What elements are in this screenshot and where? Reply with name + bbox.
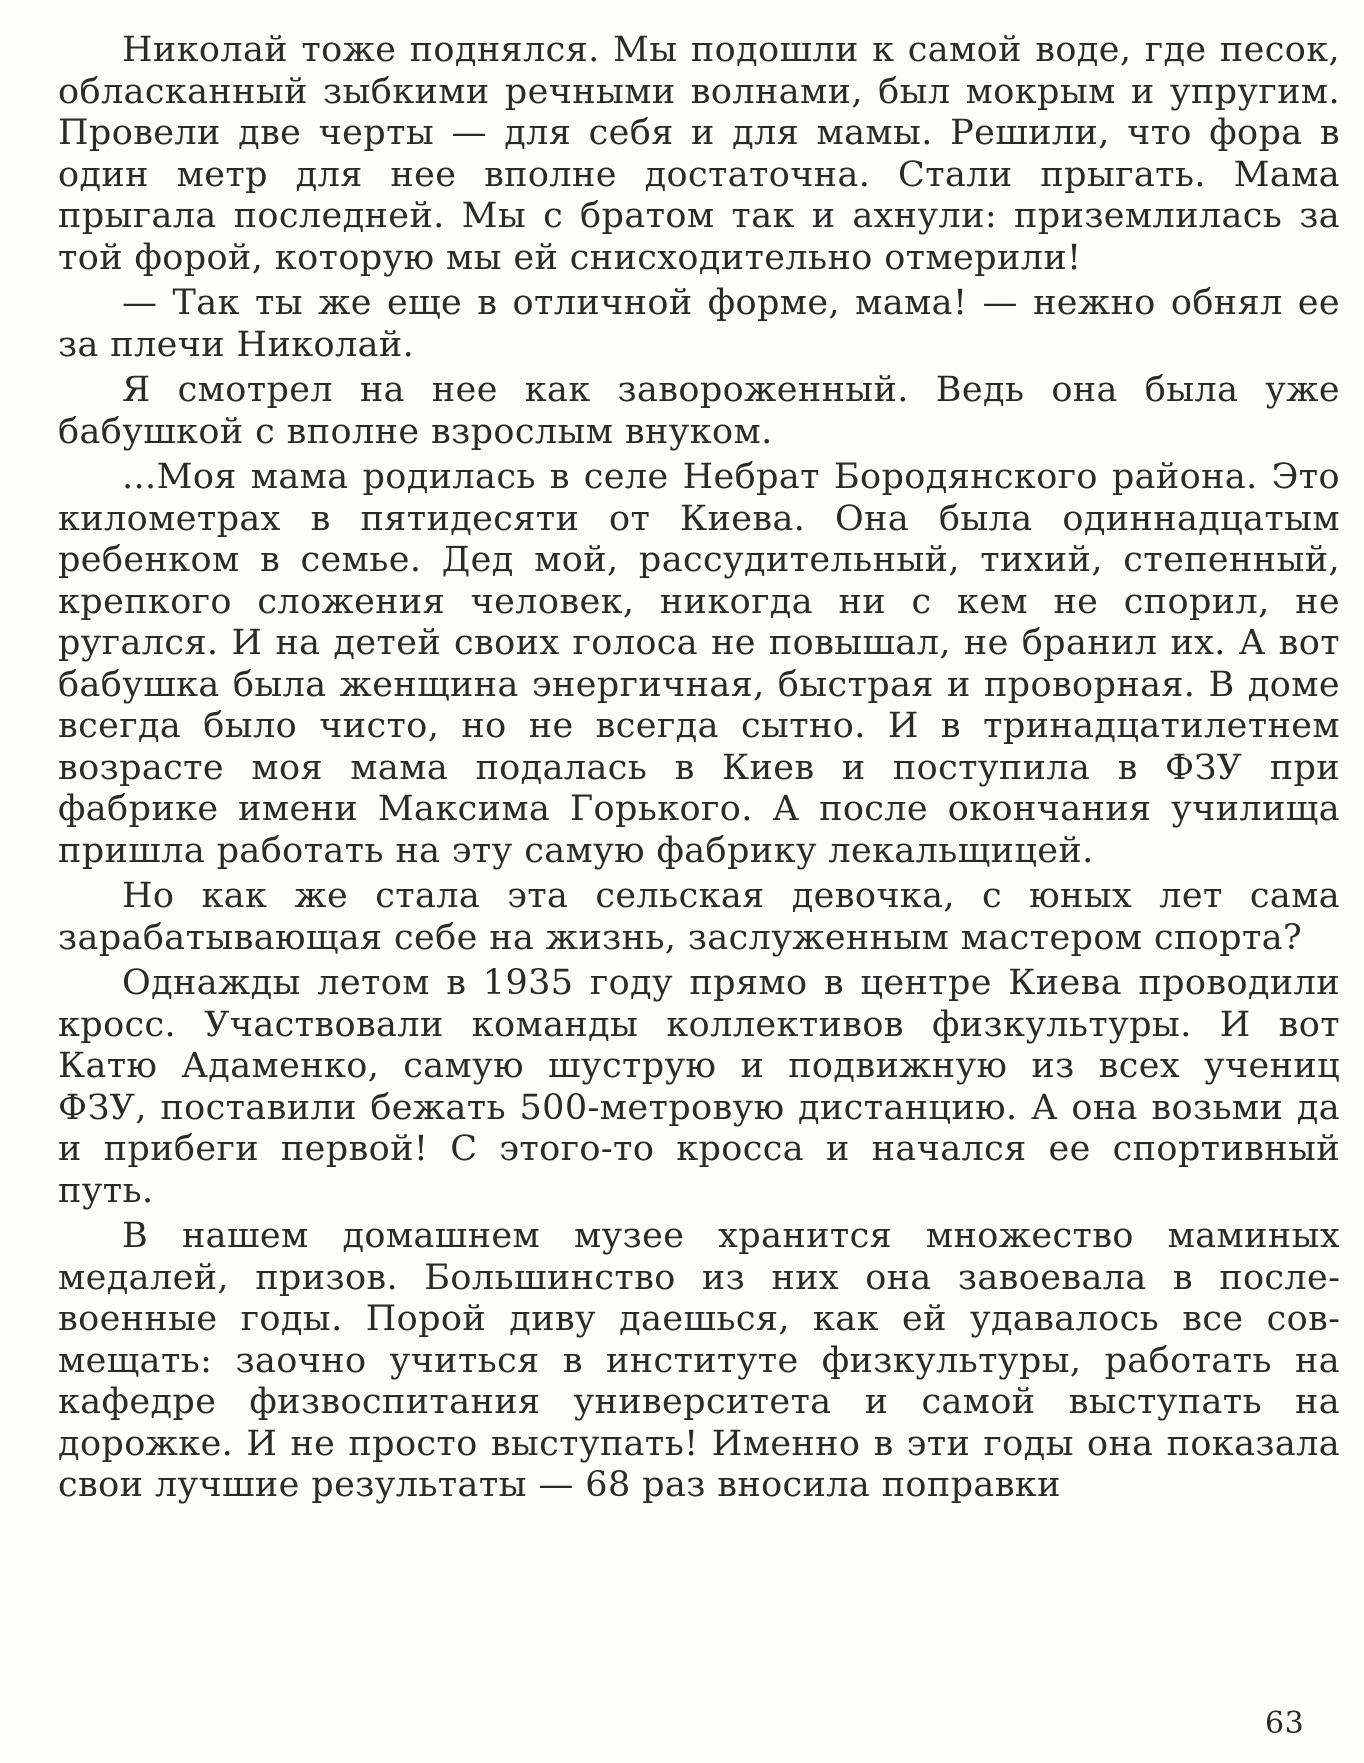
paragraph: Но как же стала эта сельская девочка, с юных лет сама зарабатывающая себе на жизнь, заслуженным мастером спорта? bbox=[58, 876, 1340, 958]
page-number: 63 bbox=[1265, 1706, 1305, 1741]
paragraph: Николай тоже поднялся. Мы подошли к самой воде, где песок, обласканный зыбкими речными волнами, был мокрым и упругим. Провели две черты — для себя и для мамы. Решили, что фора в один метр для нее вполне достаточна. Стали прыгать. Мама прыгала последней. Мы с братом так и ахнули: приземлилась за той форой, которую мы ей снисходительно отмерили! bbox=[58, 30, 1340, 278]
paragraph: ...Моя мама родилась в селе Небрат Бородянского района. Это километрах в пятидесяти от Киева. Она была одиннадцатым ребенком в семье. Дед мой, рассудительный, тихий, степенный, крепкого сложения человек, никогда ни с кем не спорил, не ругался. И на детей своих голоса не повышал, не бранил их. А вот бабушка была женщина энергичная, быстрая и проворная. В доме всегда было чисто, но не всегда сытно. И в тринадцатилетнем возрасте моя мама подалась в Киев и поступила в ФЗУ при фабрике имени Максима Горького. А после окончания училища пришла работать на эту самую фабрику лекальщицей. bbox=[58, 457, 1340, 871]
paragraph: Я смотрел на нее как завороженный. Ведь она была уже бабушкой с вполне взрослым внуком. bbox=[58, 370, 1340, 452]
paragraph: — Так ты же еще в отличной форме, мама! — нежно обнял ее за плечи Николай. bbox=[58, 283, 1340, 365]
paragraph: Однажды летом в 1935 году прямо в центре Киева проводили кросс. Участвовали команды коллективов физкультуры. И вот Катю Адаменко, самую шуструю и подвижную из всех учениц ФЗУ, поставили бежать 500-метровую дистанцию. А она возьми да и прибеги первой! С этого-то кросса и начался ее спортивный путь. bbox=[58, 963, 1340, 1211]
paragraph: В нашем домашнем музее хранится множество маминых медалей, призов. Большинство из них она завоевала в послевоенные годы. Порой диву даешься, как ей удавалось все совмещать: заочно учиться в институте физкультуры, работать на кафедре физвоспитания университета и самой выступать на дорожке. И не просто выступать! Именно в эти годы она показала свои лучшие результаты — 68 раз вносила поправки bbox=[58, 1216, 1340, 1505]
page-text bbox=[58, 30, 1340, 1511]
